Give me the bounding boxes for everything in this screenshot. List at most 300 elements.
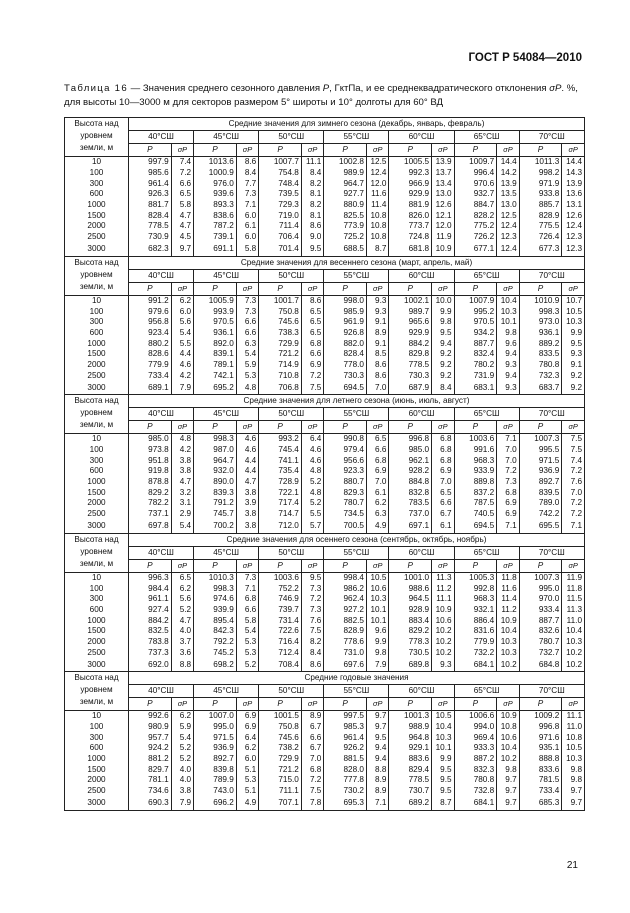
- latitude-header: 45°СШ: [194, 546, 259, 559]
- pressure-cell: 833.6: [519, 764, 562, 775]
- latitude-header: 55°СШ: [324, 685, 389, 698]
- sigma-cell: 12.6: [432, 200, 454, 211]
- table-row: [65, 232, 585, 243]
- sigma-cell: 7.3: [301, 605, 323, 616]
- sigma-cell: 9.8: [497, 328, 519, 339]
- altitude-cell: 10: [65, 572, 129, 583]
- pressure-cell: 936.9: [194, 743, 237, 754]
- altitude-cell: 2000: [65, 498, 129, 509]
- pressure-symbol: P: [519, 144, 562, 157]
- pressure-cell: 992.8: [454, 583, 497, 594]
- pressure-cell: 968.3: [454, 455, 497, 466]
- sigma-cell: 9.2: [432, 370, 454, 381]
- sigma-cell: 6.2: [171, 583, 193, 594]
- sigma-cell: 10.3: [497, 306, 519, 317]
- table-row: [65, 594, 585, 605]
- pressure-cell: 739.7: [259, 605, 302, 616]
- pressure-cell: 881.7: [129, 200, 172, 211]
- sigma-symbol: σP: [497, 421, 519, 434]
- altitude-cell: 100: [65, 583, 129, 594]
- pressure-cell: 775.5: [519, 221, 562, 232]
- pressure-cell: 892.7: [519, 477, 562, 488]
- height-column-header: Высота над уровнем земли, м: [65, 533, 129, 572]
- altitude-cell: 600: [65, 743, 129, 754]
- pressure-cell: 828.9: [519, 210, 562, 221]
- pressure-cell: 710.8: [259, 370, 302, 381]
- sigma-cell: 10.2: [497, 658, 519, 672]
- pressure-cell: 997.5: [324, 711, 367, 722]
- sigma-cell: 13.9: [562, 178, 585, 189]
- sigma-cell: 9.5: [562, 338, 585, 349]
- pressure-cell: 739.1: [194, 232, 237, 243]
- sigma-cell: 10.9: [497, 615, 519, 626]
- sigma-cell: 9.9: [562, 328, 585, 339]
- table-row: [65, 466, 585, 477]
- pressure-cell: 970.5: [194, 317, 237, 328]
- altitude-cell: 600: [65, 466, 129, 477]
- sigma-symbol: σP: [562, 144, 585, 157]
- pressure-cell: 888.8: [519, 754, 562, 765]
- pressure-cell: 739.5: [259, 189, 302, 200]
- pressure-cell: 951.8: [129, 455, 172, 466]
- table-row: [65, 764, 585, 775]
- sigma-cell: 11.2: [432, 583, 454, 594]
- caption-text-2: , ГктПа, и ее среднеквадратического отклонения: [329, 83, 550, 94]
- sigma-cell: 6.0: [236, 232, 258, 243]
- pressure-cell: 933.8: [519, 189, 562, 200]
- sigma-cell: 10.4: [497, 743, 519, 754]
- sigma-symbol: σP: [236, 559, 258, 572]
- section-title-row: [65, 395, 585, 408]
- latitude-header: 55°СШ: [324, 269, 389, 282]
- pressure-cell: 935.1: [519, 743, 562, 754]
- pressure-cell: 689.8: [389, 658, 432, 672]
- pressure-cell: 1001.7: [259, 295, 302, 306]
- sigma-cell: 10.0: [432, 295, 454, 306]
- pressure-cell: 707.1: [259, 797, 302, 811]
- altitude-cell: 1500: [65, 487, 129, 498]
- pressure-cell: 777.8: [324, 775, 367, 786]
- pressure-cell: 939.6: [194, 189, 237, 200]
- section-title-row: [65, 118, 585, 131]
- sigma-cell: 9.5: [366, 732, 388, 743]
- sigma-cell: 7.7: [236, 178, 258, 189]
- latitude-header: 40°СШ: [129, 685, 194, 698]
- caption-symbol-sigma: σP: [549, 83, 562, 94]
- sigma-cell: 6.8: [236, 594, 258, 605]
- sigma-cell: 9.8: [432, 317, 454, 328]
- pressure-cell: 926.8: [324, 328, 367, 339]
- sigma-symbol: σP: [366, 698, 388, 711]
- pressure-cell: 778.5: [389, 360, 432, 371]
- symbol-header-row: [65, 144, 585, 157]
- pressure-symbol: P: [454, 559, 497, 572]
- sigma-cell: 4.8: [301, 487, 323, 498]
- sigma-cell: 7.5: [301, 786, 323, 797]
- pressure-symbol: P: [324, 421, 367, 434]
- sigma-cell: 9.3: [432, 658, 454, 672]
- pressure-cell: 829.2: [129, 487, 172, 498]
- pressure-cell: 1001.0: [389, 572, 432, 583]
- sigma-cell: 9.7: [366, 711, 388, 722]
- sigma-cell: 7.0: [366, 477, 388, 488]
- table-row: [65, 360, 585, 371]
- sigma-cell: 9.3: [497, 360, 519, 371]
- pressure-cell: 780.8: [454, 775, 497, 786]
- sigma-cell: 7.5: [301, 381, 323, 395]
- sigma-cell: 10.1: [497, 317, 519, 328]
- sigma-symbol: σP: [366, 559, 388, 572]
- latitude-header: 40°СШ: [129, 131, 194, 144]
- sigma-cell: 10.5: [562, 743, 585, 754]
- sigma-cell: 6.7: [432, 509, 454, 520]
- sigma-cell: 9.5: [301, 243, 323, 257]
- latitude-header: 70°СШ: [519, 685, 584, 698]
- pressure-cell: 961.4: [324, 732, 367, 743]
- sigma-cell: 10.6: [366, 583, 388, 594]
- pressure-cell: 1010.3: [194, 572, 237, 583]
- pressure-cell: 732.8: [454, 786, 497, 797]
- latitude-header: 50°СШ: [259, 269, 324, 282]
- sigma-cell: 9.2: [432, 349, 454, 360]
- standard-number: ГОСТ Р 54084—2010: [468, 52, 582, 64]
- sigma-cell: 6.5: [171, 189, 193, 200]
- sigma-symbol: σP: [366, 421, 388, 434]
- pressure-cell: 677.1: [454, 243, 497, 257]
- pressure-cell: 832.5: [129, 626, 172, 637]
- pressure-cell: 887.2: [454, 754, 497, 765]
- pressure-cell: 1007.3: [519, 434, 562, 445]
- sigma-cell: 6.5: [301, 306, 323, 317]
- pressure-cell: 1007.7: [259, 157, 302, 168]
- pressure-cell: 928.9: [389, 605, 432, 616]
- pressure-cell: 722.1: [259, 487, 302, 498]
- pressure-cell: 1007.9: [454, 295, 497, 306]
- sigma-cell: 9.5: [432, 764, 454, 775]
- sigma-cell: 10.2: [432, 626, 454, 637]
- sigma-cell: 10.4: [562, 626, 585, 637]
- table-row: [65, 477, 585, 488]
- altitude-cell: 300: [65, 455, 129, 466]
- pressure-symbol: P: [194, 559, 237, 572]
- pressure-cell: 737.3: [129, 647, 172, 658]
- sigma-cell: 9.3: [366, 295, 388, 306]
- table-row: [65, 520, 585, 534]
- pressure-cell: 962.1: [389, 455, 432, 466]
- sigma-cell: 9.9: [432, 754, 454, 765]
- pressure-cell: 745.4: [259, 445, 302, 456]
- table-row: [65, 455, 585, 466]
- sigma-cell: 6.0: [171, 306, 193, 317]
- pressure-cell: 737.1: [129, 509, 172, 520]
- sigma-cell: 5.4: [171, 732, 193, 743]
- sigma-cell: 6.8: [497, 487, 519, 498]
- pressure-cell: 968.3: [454, 594, 497, 605]
- caption-symbol-p: P: [322, 83, 330, 94]
- sigma-cell: 6.9: [301, 360, 323, 371]
- sigma-cell: 8.9: [366, 775, 388, 786]
- pressure-cell: 716.4: [259, 637, 302, 648]
- latitude-header: 40°СШ: [129, 269, 194, 282]
- pressure-cell: 778.5: [129, 221, 172, 232]
- sigma-cell: 6.6: [301, 732, 323, 743]
- pressure-cell: 778.3: [389, 637, 432, 648]
- pressure-cell: 998.3: [519, 306, 562, 317]
- sigma-cell: 10.9: [432, 605, 454, 616]
- pressure-cell: 688.5: [324, 243, 367, 257]
- sigma-cell: 8.8: [171, 658, 193, 672]
- sigma-cell: 11.2: [497, 605, 519, 616]
- pressure-cell: 780.7: [324, 498, 367, 509]
- sigma-cell: 3.6: [171, 647, 193, 658]
- sigma-cell: 10.8: [366, 232, 388, 243]
- pressure-cell: 882.0: [324, 338, 367, 349]
- sigma-cell: 8.4: [301, 647, 323, 658]
- sigma-cell: 11.4: [366, 200, 388, 211]
- sigma-cell: 10.3: [497, 637, 519, 648]
- pressure-cell: 730.5: [389, 647, 432, 658]
- pressure-cell: 1001.5: [259, 711, 302, 722]
- pressure-cell: 970.6: [454, 178, 497, 189]
- sigma-cell: 3.8: [236, 487, 258, 498]
- sigma-cell: 11.3: [562, 605, 585, 616]
- sigma-cell: 6.8: [301, 764, 323, 775]
- pressure-cell: 700.5: [324, 520, 367, 534]
- table-row: [65, 445, 585, 456]
- pressure-cell: 932.7: [454, 189, 497, 200]
- pressure-cell: 881.2: [129, 754, 172, 765]
- pressure-cell: 991.6: [454, 445, 497, 456]
- pressure-cell: 993.9: [194, 306, 237, 317]
- pressure-cell: 939.9: [194, 605, 237, 616]
- altitude-cell: 3000: [65, 797, 129, 811]
- pressure-cell: 780.2: [454, 360, 497, 371]
- pressure-cell: 961.9: [324, 317, 367, 328]
- latitude-header: 60°СШ: [389, 131, 454, 144]
- sigma-cell: 10.3: [497, 647, 519, 658]
- sigma-cell: 10.8: [366, 221, 388, 232]
- pressure-symbol: P: [389, 421, 432, 434]
- sigma-cell: 10.3: [562, 754, 585, 765]
- latitude-header: 65°СШ: [454, 408, 519, 421]
- height-column-header: Высота над уровнем земли, м: [65, 672, 129, 711]
- pressure-cell: 779.9: [129, 360, 172, 371]
- pressure-cell: 985.3: [324, 722, 367, 733]
- section-title-row: [65, 672, 585, 685]
- pressure-cell: 970.5: [454, 317, 497, 328]
- latitude-header: 70°СШ: [519, 408, 584, 421]
- sigma-cell: 11.5: [562, 594, 585, 605]
- pressure-cell: 970.0: [519, 594, 562, 605]
- pressure-table: [64, 117, 585, 811]
- sigma-cell: 8.6: [301, 221, 323, 232]
- sigma-cell: 13.9: [432, 157, 454, 168]
- pressure-symbol: P: [519, 421, 562, 434]
- sigma-cell: 9.3: [562, 349, 585, 360]
- pressure-cell: 971.5: [194, 732, 237, 743]
- pressure-cell: 933.9: [454, 466, 497, 477]
- sigma-cell: 7.6: [301, 615, 323, 626]
- altitude-cell: 600: [65, 328, 129, 339]
- sigma-cell: 4.0: [171, 626, 193, 637]
- sigma-cell: 6.8: [432, 455, 454, 466]
- sigma-cell: 13.9: [497, 178, 519, 189]
- altitude-cell: 1500: [65, 626, 129, 637]
- latitude-header: 55°СШ: [324, 546, 389, 559]
- pressure-cell: 684.1: [454, 658, 497, 672]
- pressure-cell: 926.3: [129, 189, 172, 200]
- pressure-cell: 778.6: [324, 637, 367, 648]
- pressure-cell: 734.6: [129, 786, 172, 797]
- pressure-cell: 923.4: [129, 328, 172, 339]
- altitude-cell: 300: [65, 594, 129, 605]
- pressure-cell: 996.8: [389, 434, 432, 445]
- pressure-cell: 691.1: [194, 243, 237, 257]
- pressure-cell: 745.2: [194, 647, 237, 658]
- pressure-cell: 1002.1: [389, 295, 432, 306]
- latitude-header: 50°СШ: [259, 408, 324, 421]
- pressure-cell: 976.0: [194, 178, 237, 189]
- latitude-header: 45°СШ: [194, 408, 259, 421]
- sigma-cell: 7.9: [171, 381, 193, 395]
- sigma-cell: 10.4: [497, 295, 519, 306]
- latitude-header: 60°СШ: [389, 408, 454, 421]
- sigma-cell: 6.8: [432, 445, 454, 456]
- sigma-cell: 7.2: [497, 466, 519, 477]
- sigma-cell: 6.8: [301, 338, 323, 349]
- pressure-symbol: P: [324, 698, 367, 711]
- symbol-header-row: [65, 559, 585, 572]
- sigma-cell: 10.2: [562, 658, 585, 672]
- sigma-cell: 7.1: [366, 797, 388, 811]
- altitude-cell: 2000: [65, 360, 129, 371]
- altitude-cell: 1000: [65, 338, 129, 349]
- sigma-cell: 13.6: [562, 189, 585, 200]
- pressure-symbol: P: [259, 559, 302, 572]
- sigma-cell: 7.6: [562, 477, 585, 488]
- altitude-cell: 2500: [65, 647, 129, 658]
- sigma-cell: 9.9: [432, 306, 454, 317]
- sigma-cell: 6.6: [366, 445, 388, 456]
- sigma-cell: 6.0: [236, 210, 258, 221]
- pressure-cell: 882.5: [324, 615, 367, 626]
- sigma-cell: 7.1: [497, 520, 519, 534]
- sigma-cell: 5.8: [171, 200, 193, 211]
- pressure-cell: 883.6: [389, 754, 432, 765]
- table-label: Таблица 16: [64, 83, 128, 94]
- table-row: [65, 605, 585, 616]
- sigma-symbol: σP: [171, 282, 193, 295]
- table-row: [65, 743, 585, 754]
- sigma-cell: 9.3: [497, 381, 519, 395]
- sigma-cell: 6.6: [171, 178, 193, 189]
- pressure-cell: 1005.5: [389, 157, 432, 168]
- altitude-cell: 2000: [65, 637, 129, 648]
- sigma-symbol: σP: [171, 559, 193, 572]
- sigma-cell: 8.9: [366, 328, 388, 339]
- latitude-header: 65°СШ: [454, 546, 519, 559]
- pressure-cell: 697.1: [389, 520, 432, 534]
- sigma-cell: 6.9: [497, 498, 519, 509]
- table-row: [65, 711, 585, 722]
- altitude-cell: 600: [65, 605, 129, 616]
- sigma-cell: 6.5: [366, 434, 388, 445]
- pressure-cell: 754.8: [259, 168, 302, 179]
- sigma-cell: 4.2: [171, 370, 193, 381]
- sigma-cell: 10.2: [562, 647, 585, 658]
- pressure-cell: 750.8: [259, 722, 302, 733]
- pressure-symbol: P: [324, 559, 367, 572]
- pressure-cell: 992.6: [129, 711, 172, 722]
- sigma-cell: 8.5: [366, 349, 388, 360]
- pressure-cell: 989.9: [324, 168, 367, 179]
- pressure-cell: 1010.9: [519, 295, 562, 306]
- sigma-cell: 4.0: [171, 775, 193, 786]
- pressure-cell: 733.4: [519, 786, 562, 797]
- pressure-cell: 985.6: [129, 168, 172, 179]
- table-row: [65, 221, 585, 232]
- pressure-cell: 831.6: [454, 626, 497, 637]
- pressure-cell: 880.7: [324, 477, 367, 488]
- pressure-cell: 1000.9: [194, 168, 237, 179]
- sigma-cell: 12.5: [366, 157, 388, 168]
- section-title: Средние значения для весеннего сезона (март, апрель, май): [129, 256, 585, 269]
- sigma-cell: 3.8: [236, 520, 258, 534]
- pressure-cell: 695.3: [324, 797, 367, 811]
- pressure-cell: 706.4: [259, 232, 302, 243]
- altitude-cell: 600: [65, 189, 129, 200]
- sigma-cell: 7.2: [562, 509, 585, 520]
- sigma-cell: 9.6: [366, 626, 388, 637]
- pressure-cell: 828.4: [324, 349, 367, 360]
- pressure-cell: 745.6: [259, 732, 302, 743]
- sigma-cell: 9.9: [366, 637, 388, 648]
- pressure-symbol: P: [129, 698, 172, 711]
- sigma-cell: 11.8: [497, 572, 519, 583]
- pressure-cell: 780.7: [519, 637, 562, 648]
- sigma-cell: 4.6: [171, 360, 193, 371]
- pressure-cell: 725.2: [324, 232, 367, 243]
- pressure-symbol: P: [389, 559, 432, 572]
- pressure-cell: 731.0: [324, 647, 367, 658]
- sigma-cell: 7.3: [497, 477, 519, 488]
- pressure-cell: 728.9: [259, 477, 302, 488]
- symbol-header-row: [65, 282, 585, 295]
- sigma-cell: 5.4: [171, 520, 193, 534]
- pressure-cell: 732.3: [519, 370, 562, 381]
- sigma-cell: 13.0: [497, 200, 519, 211]
- pressure-cell: 884.2: [129, 615, 172, 626]
- pressure-cell: 832.6: [519, 626, 562, 637]
- sigma-cell: 7.5: [562, 445, 585, 456]
- sigma-cell: 10.3: [432, 732, 454, 743]
- pressure-cell: 965.6: [389, 317, 432, 328]
- table-row: [65, 178, 585, 189]
- pressure-symbol: P: [454, 282, 497, 295]
- sigma-cell: 11.9: [562, 572, 585, 583]
- pressure-cell: 689.1: [129, 381, 172, 395]
- pressure-cell: 996.3: [129, 572, 172, 583]
- sigma-cell: 6.1: [432, 520, 454, 534]
- pressure-cell: 689.2: [389, 797, 432, 811]
- latitude-header-row: [65, 269, 585, 282]
- table-row: [65, 243, 585, 257]
- pressure-cell: 745.6: [259, 317, 302, 328]
- pressure-cell: 832.3: [454, 764, 497, 775]
- pressure-cell: 964.7: [324, 178, 367, 189]
- pressure-cell: 778.5: [389, 775, 432, 786]
- sigma-cell: 9.4: [366, 754, 388, 765]
